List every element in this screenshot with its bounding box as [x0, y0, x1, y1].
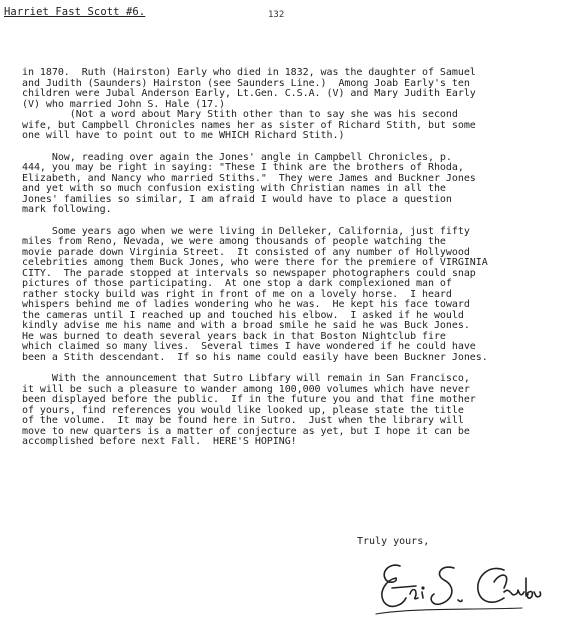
text-line: one will have to point out to me WHICH Richard Stith.) [22, 130, 345, 141]
text-line: CITY. The parade stopped at intervals so newspaper photographers could snap [22, 267, 476, 279]
text-line: wife, but Campbell Chronicles names her as sister of Richard Stith, but some [22, 119, 476, 131]
text-line: in 1870. Ruth (Hairston) Early who died in 1832, was the daughter of Samuel [22, 67, 476, 78]
text-line: miles from Reno, Nevada, we were among thousands of people watching the [22, 236, 446, 247]
text-line: the cameras until I reached up and touched his elbow. I asked if he would [22, 309, 464, 321]
text-line: and Judith (Saunders) Hairston (see Saunders Line.) Among Joab Early's ten [22, 77, 470, 89]
letter-body [22, 68, 582, 459]
heading-title: Harriet Fast Scott #6. [4, 6, 146, 18]
text-line: of yours, find references you would like looked up, please state the title [22, 404, 464, 416]
text-line: accomplished before next Fall. HERE'S HOPING! [22, 436, 297, 447]
text-line: Jones' families so similar, I am afraid I would have to place a question [22, 193, 452, 205]
text-line: Elizabeth, and Nancy who married Stiths." They were James and Buckner Jones [22, 172, 476, 184]
text-line: rather stocky build was right in front of me on a lovely horse. I heard [22, 288, 452, 300]
text-line: been a Stith descendant. If so his name could easily have been Buckner Jones. [22, 351, 488, 363]
text-line: He was burned to death several years back in that Boston Nightclub fire [22, 330, 446, 342]
text-line: children were Jubal Anderson Early, Lt.Gen. C.S.A. (V) and Mary Judith Early [22, 88, 476, 99]
text-line: 444, you may be right in saying: "These I think are the brothers of Rhoda, [22, 162, 464, 173]
text-line: and yet with so much confusion existing with Christian names in all the [22, 183, 446, 194]
paragraph [22, 68, 582, 142]
text-line: mark following. [22, 204, 112, 215]
text-line: With the announcement that Sutro Libfary will remain in San Francisco, [22, 373, 470, 384]
text-line: Some years ago when we were living in Delleker, California, just fifty [22, 225, 470, 237]
paragraph [22, 153, 582, 216]
text-line: celebrities among them Buck Jones, who were there for the premiere of VIRGINIA [22, 257, 488, 268]
paragraph [22, 374, 582, 448]
document-heading [4, 6, 145, 18]
text-line: movie parade down Virginia Street. It consisted of any number of Hollywood [22, 246, 470, 258]
text-line: kindly advise me his name and with a broad smile he said he was Buck Jones. [22, 320, 470, 331]
paragraph [22, 227, 582, 364]
text-line: (V) who married John S. Hale (17.) [22, 98, 225, 110]
text-line: which claimed so many lives. Several times I have wondered if he could have [22, 341, 476, 352]
closing-salutation: Truly yours, [357, 536, 430, 547]
text-line: pictures of those participating. At one stop a dark complexioned man of [22, 278, 452, 289]
handwritten-signature [372, 558, 552, 618]
text-line: (Not a word about Mary Stith other than to say she was his second [22, 109, 458, 120]
text-line: of the volume. It may be found here in Sutro. Just when the library will [22, 415, 464, 426]
text-line: Now, reading over again the Jones' angle in Campbell Chronicles, p. [22, 151, 452, 163]
text-line: it will be such a pleasure to wander among 100,000 volumes which have never [22, 383, 470, 395]
page-number: 132 [268, 10, 285, 20]
text-line: whispers behind me of ladies wondering who he was. He kept his face toward [22, 299, 470, 310]
text-line: move to new quarters is a matter of conjecture as yet, but I hope it can be [22, 425, 470, 437]
text-line: been displayed before the public. If in the future you and that fine mother [22, 394, 476, 405]
